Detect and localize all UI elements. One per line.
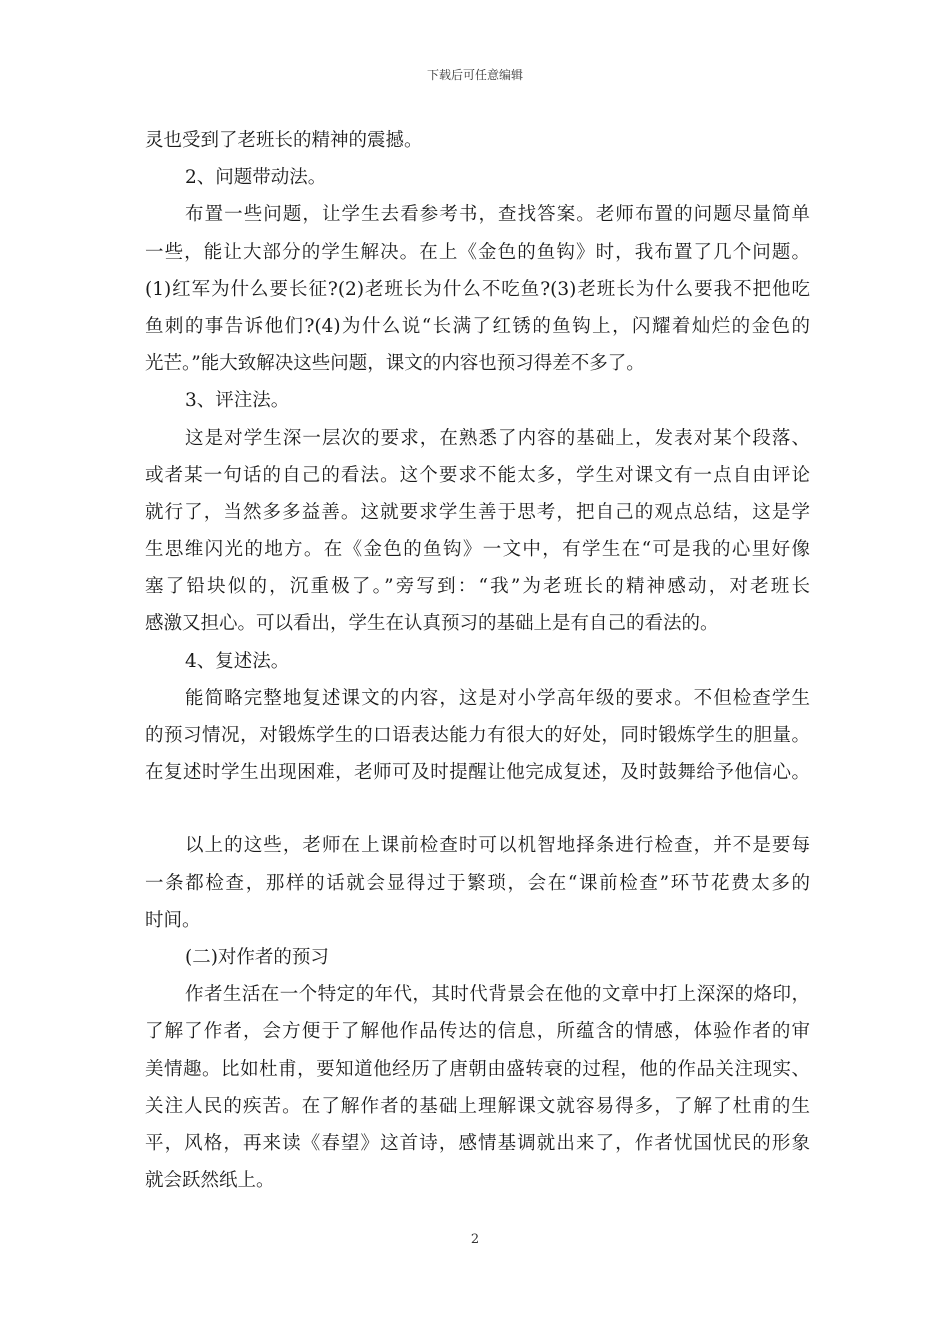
paragraph-line: 在复述时学生出现困难，老师可及时提醒让他完成复述，及时鼓舞给予他信心。	[145, 762, 810, 784]
paragraph-line: 就会跃然纸上。	[145, 1170, 275, 1192]
paragraph-line: 关注人民的疾苦。在了解作者的基础上理解课文就容易得多，了解了杜甫的生	[145, 1095, 810, 1117]
paragraph-line: (1)红军为什么要长征?(2)老班长为什么不吃鱼?(3)老班长为什么要我不把他吃	[145, 278, 810, 300]
paragraph-line: 美情趣。比如杜甫，要知道他经历了唐朝由盛转衰的过程，他的作品关注现实、	[145, 1058, 810, 1080]
paragraph-line: 平，风格，再来读《春望》这首诗，感情基调就出来了，作者忧国忧民的形象	[145, 1132, 810, 1154]
paragraph-spacer	[145, 791, 810, 827]
paragraph-line: 或者某一句话的自己的看法。这个要求不能太多，学生对课文有一点自由评论	[145, 464, 810, 486]
section-heading-annotation: 3、评注法。	[185, 390, 290, 412]
paragraph-line: 光芒。”能大致解决这些问题，课文的内容也预习得差不多了。	[145, 353, 645, 375]
section-heading-retelling: 4、复述法。	[185, 650, 290, 672]
paragraph-line: 鱼刺的事告诉他们?(4)为什么说“长满了红锈的鱼钩上，闪耀着灿烂的金色的	[145, 315, 810, 337]
paragraph-line: 感激又担心。可以看出，学生在认真预习的基础上是有自己的看法的。	[145, 613, 719, 635]
paragraph-line: 了解了作者，会方便于了解他作品传达的信息，所蕴含的情感，体验作者的审	[145, 1021, 810, 1043]
paragraph-line: 这是对学生深一层次的要求，在熟悉了内容的基础上，发表对某个段落、	[185, 427, 810, 449]
paragraph-line: 灵也受到了老班长的精神的震撼。	[145, 130, 423, 151]
paragraph-line: 一些，能让大部分的学生解决。在上《金色的鱼钩》时，我布置了几个问题。	[145, 241, 810, 263]
paragraph-line: 生思维闪光的地方。在《金色的鱼钩》一文中，有学生在“可是我的心里好像	[145, 539, 810, 561]
section-heading-retelling-questions: 2、问题带动法。	[185, 167, 327, 189]
page-number: 2	[470, 1232, 480, 1247]
paragraph-line: 时间。	[145, 909, 201, 931]
document-body	[145, 122, 810, 1199]
paragraph-line: 以上的这些，老师在上课前检查时可以机智地择条进行检查，并不是要每	[185, 835, 810, 857]
paragraph-line: 的预习情况，对锻炼学生的口语表达能力有很大的好处，同时锻炼学生的胆量。	[145, 725, 810, 746]
paragraph-line: 布置一些问题，让学生去看参考书，查找答案。老师布置的问题尽量简单	[185, 204, 810, 226]
paragraph-line: 能简略完整地复述课文的内容，这是对小学高年级的要求。不但检查学生	[185, 687, 810, 709]
paragraph-line: 塞了铅块似的，沉重极了。”旁写到：“我”为老班长的精神感动，对老班长	[145, 576, 810, 598]
paragraph-line: 作者生活在一个特定的年代，其时代背景会在他的文章中打上深深的烙印，	[185, 984, 810, 1006]
page-header: 下载后可任意编辑	[426, 68, 523, 82]
paragraph-line: 就行了，当然多多益善。这就要求学生善于思考，把自己的观点总结，这是学	[145, 501, 810, 523]
paragraph-line: 一条都检查，那样的话就会显得过于繁琐，会在“课前检查”环节花费太多的	[145, 872, 810, 894]
section-heading-author-preview: (二)对作者的预习	[185, 946, 329, 968]
